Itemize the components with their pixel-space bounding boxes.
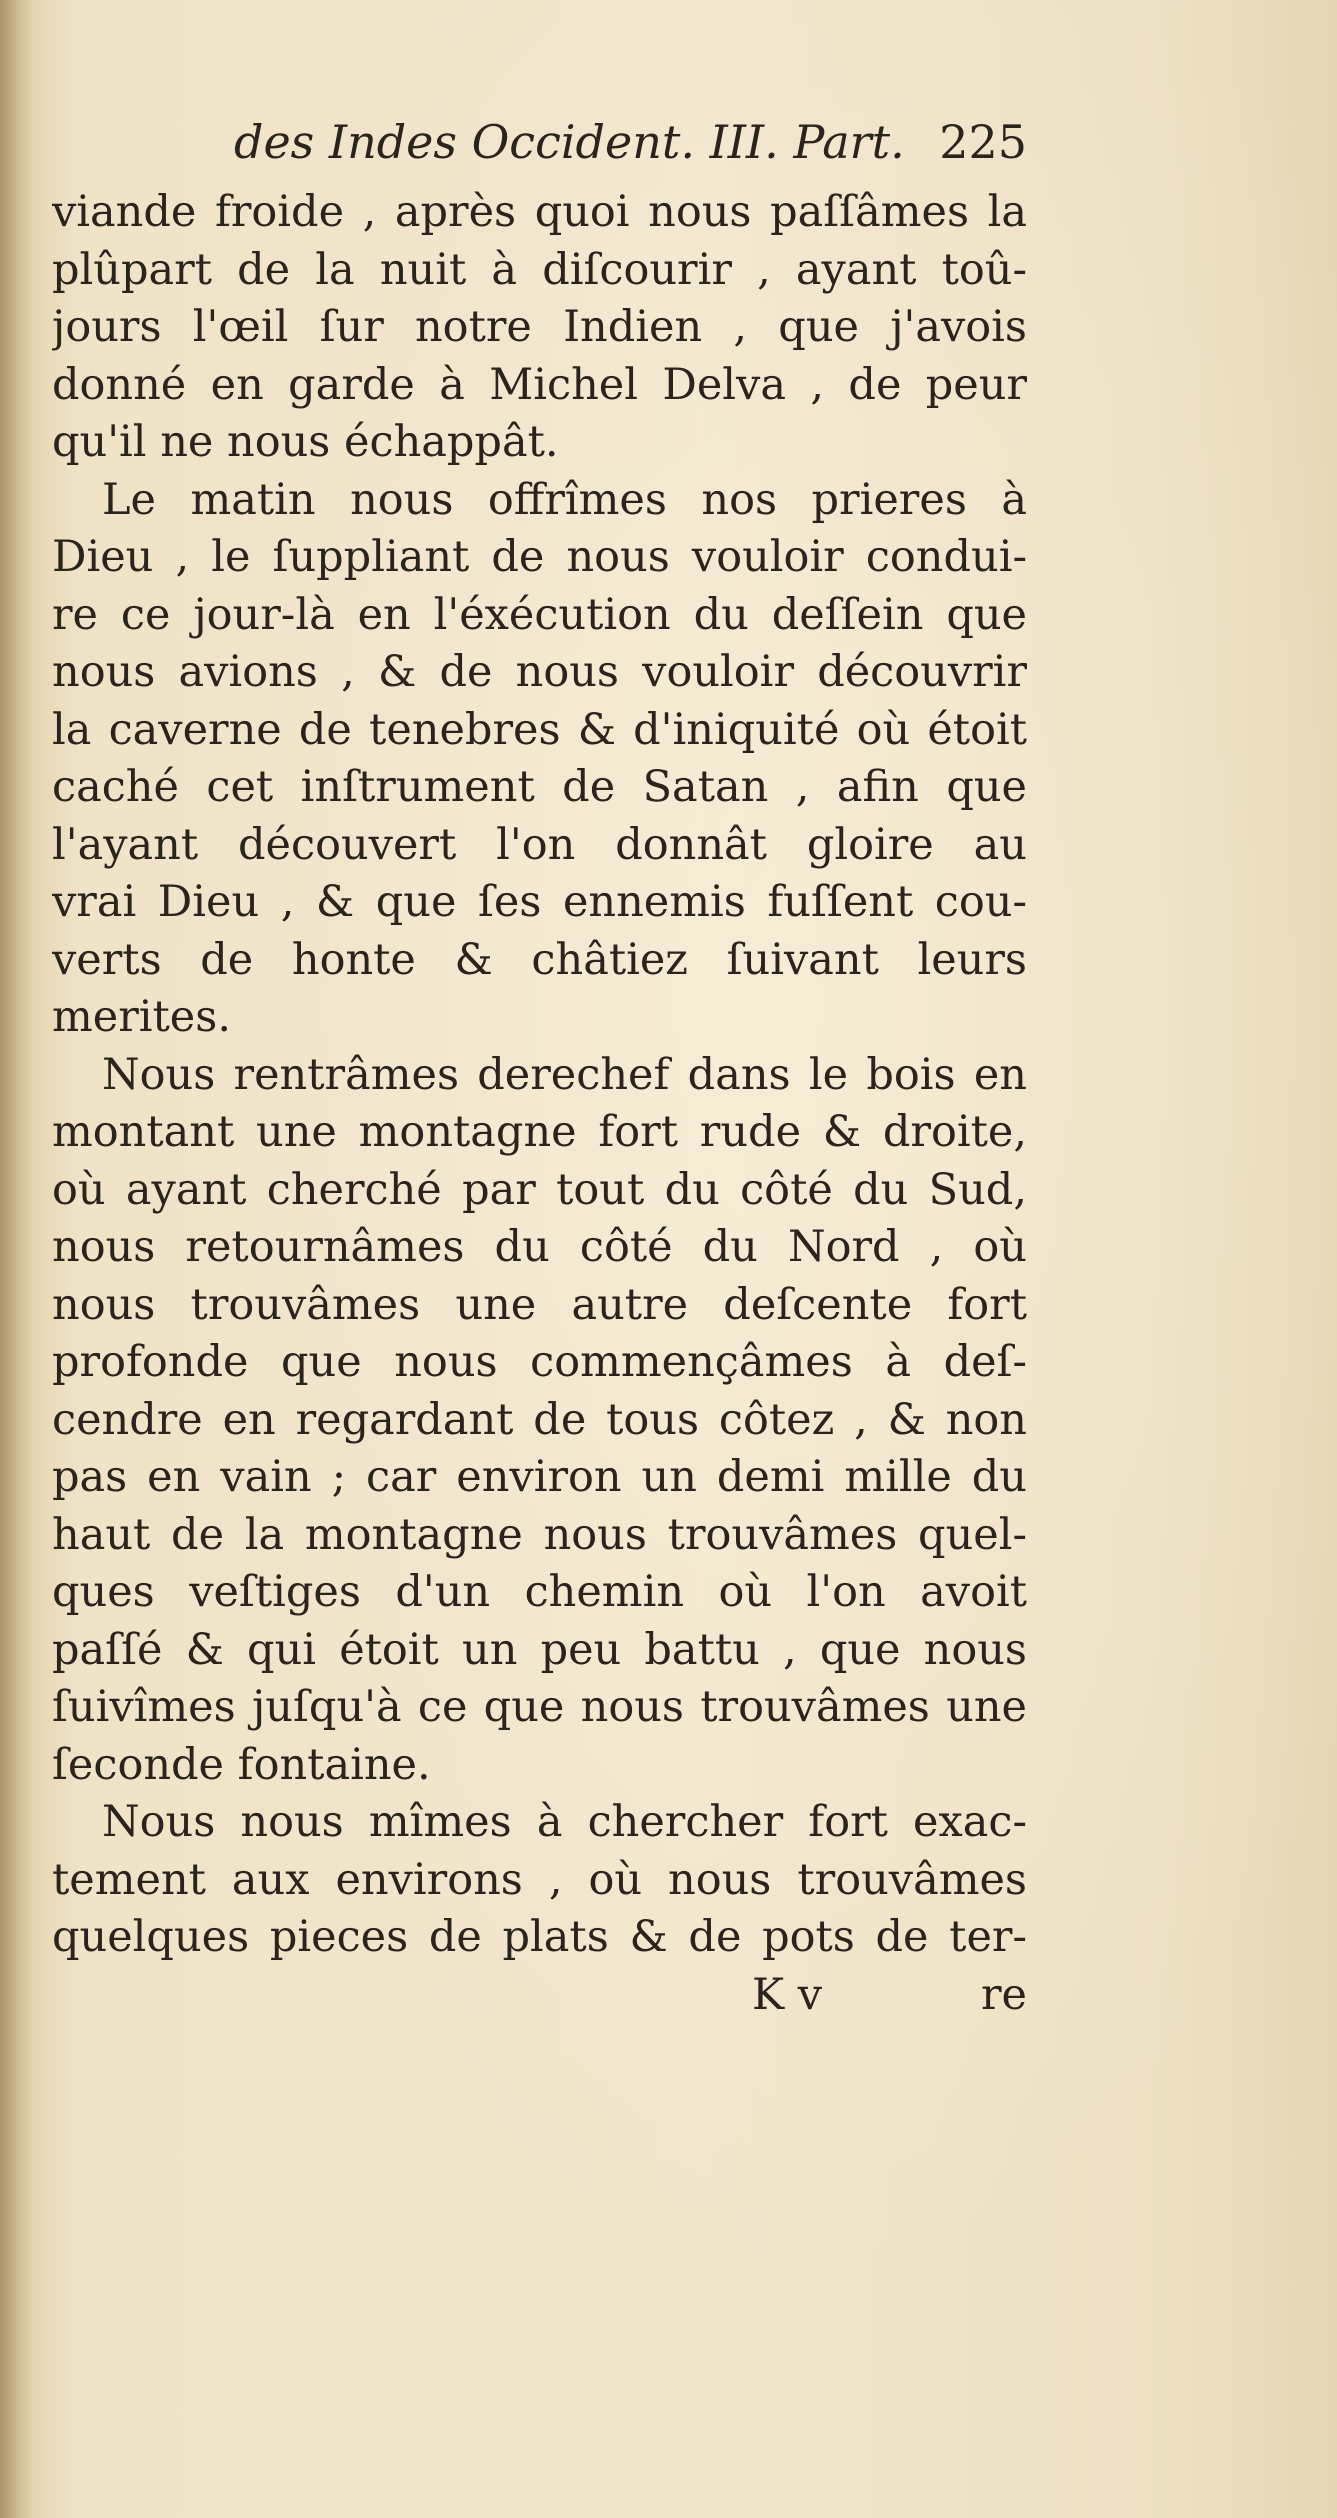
text-line: la caverne de tenebres & d'iniquité où étoit	[52, 704, 1027, 755]
text-line: profonde que nous commençâmes à deſ-	[52, 1337, 1027, 1387]
page-number: 225	[939, 115, 1027, 169]
paragraph-4	[52, 1794, 1027, 1967]
text-line: ſeconde fontaine.	[52, 1739, 431, 1790]
text-line: viande froide , après quoi nous paſſâmes la	[52, 187, 1027, 237]
gutter-shadow	[0, 0, 30, 2518]
page-footer	[52, 1967, 1027, 2025]
text-line: Nous rentrâmes derechef dans le bois en	[102, 1049, 1027, 1100]
text-line: merites.	[52, 992, 231, 1042]
text-line: ſuivîmes juſqu'à ce que nous trouvâmes une	[52, 1682, 1027, 1732]
text-line: vrai Dieu , & que ſes ennemis fuſſent cou-	[52, 877, 1027, 927]
text-line: pas en vain ; car environ un demi mille du	[52, 1452, 1027, 1502]
text-line: plûpart de la nuit à diſcourir , ayant toû-	[52, 244, 1027, 295]
text-line: verts de honte & châtiez ſuivant leurs	[52, 934, 1027, 985]
running-head	[52, 100, 1027, 184]
text-line: Dieu , le ſuppliant de nous vouloir condui-	[52, 532, 1027, 582]
text-line: montant une montagne fort rude & droite,	[52, 1107, 1027, 1157]
text-line: caché cet inſtrument de Satan , afin que	[52, 762, 1027, 812]
text-line: re ce jour-là en l'éxécution du deſſein que	[52, 589, 1027, 640]
text-line: cendre en regardant de tous côtez , & non	[52, 1394, 1027, 1445]
catchword: re	[980, 1969, 1027, 2020]
text-line: quelques pieces de plats & de pots de ter-	[52, 1912, 1027, 1962]
text-line: où ayant cherché par tout du côté du Sud,	[52, 1164, 1027, 1215]
text-block	[52, 100, 1027, 2024]
text-line: Le matin nous offrîmes nos prieres à	[102, 474, 1027, 525]
text-line: tement aux environs , où nous trouvâmes	[52, 1854, 1027, 1905]
text-line: nous trouvâmes une autre deſcente fort	[52, 1279, 1027, 1330]
text-line: jours l'œil ſur notre Indien , que j'avois	[52, 302, 1027, 352]
text-line: nous avions , & de nous vouloir découvrir	[52, 647, 1027, 697]
paragraph-3	[52, 1047, 1027, 1795]
text-line: donné en garde à Michel Delva , de peur	[52, 359, 1027, 410]
text-line: haut de la montagne nous trouvâmes quel-	[52, 1509, 1027, 1560]
text-line: nous retournâmes du côté du Nord , où	[52, 1222, 1027, 1272]
text-line: l'ayant découvert l'on donnât gloire au	[52, 819, 1027, 870]
paragraph-1	[52, 184, 1027, 472]
running-head-title: des Indes Occident. III. Part.	[234, 115, 905, 169]
text-line: Nous nous mîmes à chercher fort exac-	[102, 1797, 1027, 1847]
text-line: ques veſtiges d'un chemin où l'on avoit	[52, 1567, 1027, 1617]
text-line: qu'il ne nous échappât.	[52, 417, 559, 467]
text-line: paſſé & qui étoit un peu battu , que nous	[52, 1624, 1027, 1675]
paragraph-2	[52, 472, 1027, 1047]
signature-mark: K v	[752, 1969, 823, 2020]
